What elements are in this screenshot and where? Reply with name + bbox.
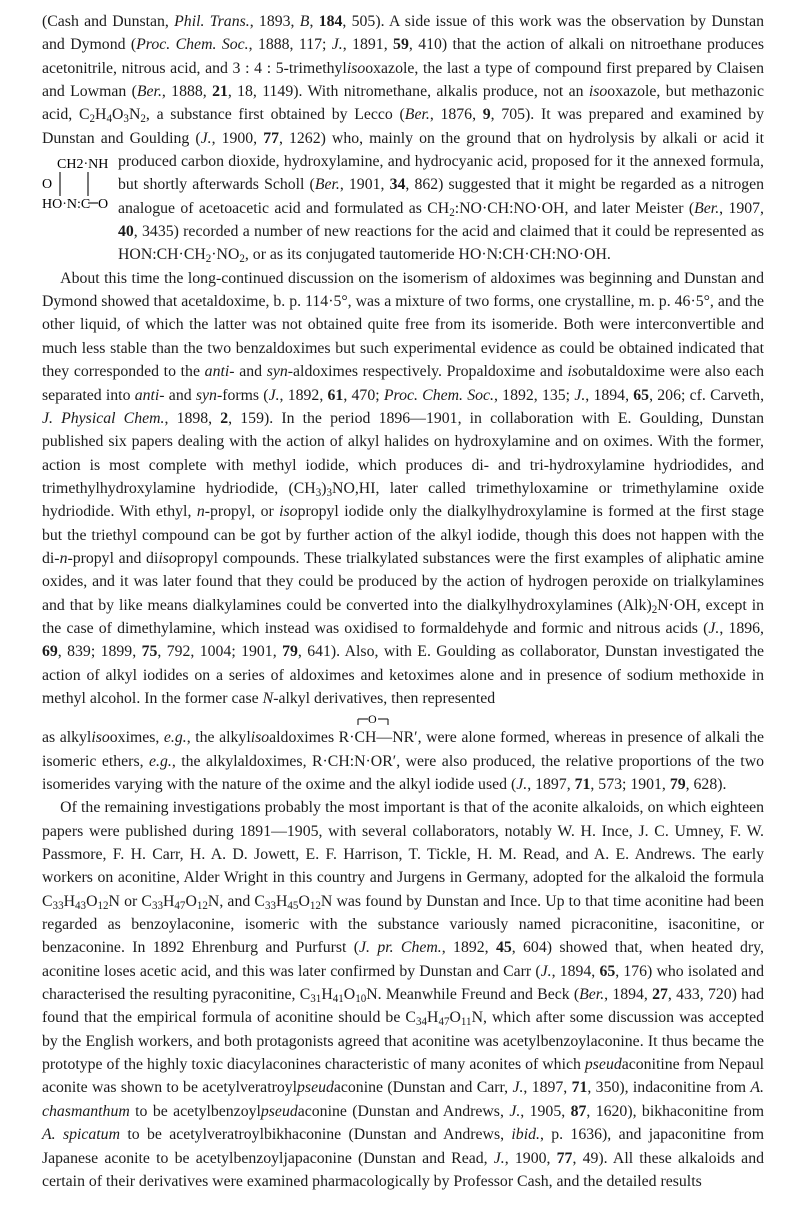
paragraph-2: About this time the long-continued discussion on the isomerism of aldoximes was beginning and Dunstan and Dymond showed that acetaldoxime, b. p. 114·5°, was a mixture of two forms, one crystalline, m. p. 46·5°, and the other liquid, of which the latter was not obtained quite free from its isomeride. Both were interconvertible and much less stable than the two benzaldoximes but such experimental evidence as could be obtained indicated that they corresponded to the anti- and syn-aldoximes respectively. Propaldoxime and isobutaldoxime were also each separated into anti- and syn-forms (J., 1892, 61, 470; Proc. Chem. Soc., 1892, 135; J., 1894, 65, 206; cf. Carveth, J. Physical Chem., 1898, 2, 159). In the period 1896—1901, in collaboration with E. Goulding, Dunstan published six papers dealing with the action of alkyl halides on hydroxylamine and on oximes. With the former, action is most complete with methyl iodide, which produces di- and tri-hydroxylamine hydriodides, and trimethylhydroxylamine hydriodide, $(CH_3)_3NO,HI$, later called trimethyloxamine or trimethylamine oxide hydriodide. With ethyl, n-propyl, or isopropyl iodide only the dialkylhydroxylamine is formed at the first stage but the triethyl compound can be got by further action of the alkyl iodide, though this does not happen with the di-n-propyl and diisopropyl compounds. These trialkylated substances were the first examples of aliphatic amine oxides, and it was later found that they could be produced by the action of hydrogen peroxide on trialkylamines and that by like means dialkylamines could be converted into the dialkylhydroxylamines $(Alk)_2N\cdot OH$, except in the case of dimethylamine, which instead was oxidised to formaldehyde and formic and nitrous acids (J., 1896, 69, 839; 1899, 75, 792, 1004; 1901, 79, 641). Also, with E. Goulding as collaborator, Dunstan investigated the action of alkyl iodides on a series of aldoximes and ketoximes alone and in presence of sodium methoxide in methyl alcohol. In the former case N-alkyl derivatives, then represented O as alkylisooximes, e.g., the alkylisoaldoximes R·CH—NR′, were alone formed, whereas in presence of alkali the isomeric ethers, e.g., the alkylaldoximes, R·CH:N·OR′, were also produced, the relative proportions of the two isomerides varying with the nature of the oxime and the alkyl iodide used (J., 1897, 71, 573; 1901, 79, 628).	[42, 269, 765, 793]
atom-o2: O	[98, 197, 109, 213]
methazonic-acid-structure	[42, 152, 112, 248]
paragraph-1	[42, 10, 764, 267]
paragraph-3: Of the remaining investigations probably the most important is that of the aconite alkaloids, on which eighteen papers were published during 1891—1905, with several collaborators, notably W. H. Ince, J. C. Umney, F. W. Passmore, F. H. Carr, H. A. D. Jowett, E. F. Harrison, T. Tickle, H. M. Read, and A. E. Andrews. The early workers on aconitine, Alder Wright in this country and Jurgens in Germany, adopted for the alkaloid the formula $C_{33}H_{43}O_{12}N$ or $C_{33}H_{47}O_{12}N$, and $C_{33}H_{45}O_{12}N$ was found by Dunstan and Ince. Up to that time aconitine had been regarded as benzoylaconine, isomeric with the substance variously named picraconitine, isaconitine, or benzaconine. In 1892 Ehrenburg and Purfurst (J. pr. Chem., 1892, 45, 604) showed that, when heated dry, aconitine loses acetic acid, and this was later confirmed by Dunstan and Carr (J., 1894, 65, 176) who isolated and characterised the resulting pyraconitine, $C_{31}H_{41}O_{10}N$. Meanwhile Freund and Beck (Ber., 1894, 27, 433, 720) had found that the empirical formula of aconitine should be $C_{34}H_{47}O_{11}N$, which after some discussion was accepted by the English workers, and both protagonists agreed that aconitine was acetylbenzoylaconine. It thus became the prototype of the highly toxic diacylaconines characteristic of many aconites of which pseudaconitine from Nepaul aconite was shown to be acetylveratroylpseudaconine (Dunstan and Carr, J., 1897, 71, 350), indaconitine from A. chasmanthum to be acetylbenzoylpseudaconine (Dunstan and Andrews, J., 1905, 87, 1620), bikhaconitine from A. spicatum to be acetylveratroylbikhaconine (Dunstan and Andrews, ibid., p. 1636), and japaconitine from Japanese aconite to be acetylbenzoyljapaconine (Dunstan and Read, J., 1900, 77, 49). All these alkaloids and certain of their derivatives were examined pharmacologically by Professor Cash, and the detailed results	[42, 799, 765, 1190]
structure-diagram	[42, 152, 112, 246]
ring-o-label: O	[368, 712, 377, 727]
p1-line-a: (Cash and Dunstan, Phil. Trans., 1893, B, 184, 505). A side issue of this work was the observation by Dunstan and Dymond (Proc. Chem. Soc., 1888, 117; J., 1891, 59, 410) that the action of alkali on nitroethane produces acetonitrile, nitrous acid, and 3 : 4 : 5-trimethylisooxazole, the last a type of compound first prepared by Claisen and Lowman (Ber., 1888, 21, 18, 1149). With nitromethane, alkalis produce, not an isooxazole, but methazonic acid, $C_2H_4O_3N_2$, a substance first obtained by Lecco (Ber., 1876, 9, 705). It was prepared and examined by Dunstan and Goulding (J., 1900, 77, 1262) who, mainly on the ground that on hydrolysis by alkali or acid it	[42, 13, 765, 147]
isooxime-ring-bond	[42, 712, 764, 726]
ring-bond-svg	[354, 712, 394, 726]
p1-line-b: produced carbon dioxide, hydroxylamine, and hydrocyanic acid, proposed for it the annexed formula, but shortly afterwards Scholl (Ber., 1901, 34, 862) suggested that it might be regarded as a nitrogen analogue of acetoacetic acid and formulated as $CH_2:NO\cdot CH:NO\cdot OH$, and later Meister (Ber., 1907, 40, 3435) recorded a number of new reactions for the acid and claimed that it could be represented as $HON:CH\cdot CH_2\cdot NO_2$, or as its conjugated tautomeride HO·N:CH·CH:NO·OH.	[118, 153, 765, 266]
atom-o: O	[42, 177, 53, 193]
atom-honc: HO·N:C	[42, 197, 91, 213]
atom-ch2nh: CH2·NH	[57, 157, 109, 173]
